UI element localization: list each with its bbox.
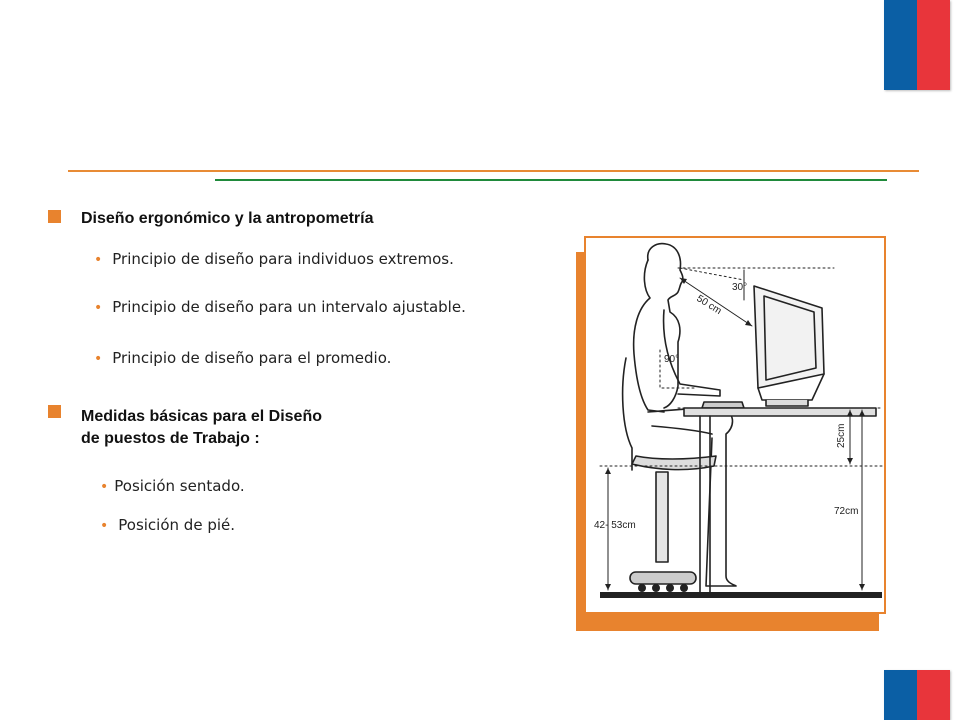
knee-clearance-label: 25cm: [836, 423, 847, 448]
floor-line: [600, 592, 882, 598]
angle-30-label: 30°: [732, 282, 748, 293]
workstation-diagram: [586, 238, 884, 612]
monitor-stand: [766, 400, 808, 406]
flag-red-stripe: [917, 0, 950, 90]
square-bullet-icon: [48, 210, 61, 223]
flag-red-stripe: [917, 670, 950, 720]
seated-person-back: [634, 260, 664, 412]
square-bullet-icon: [48, 405, 61, 418]
seated-person-thigh: [652, 426, 712, 434]
seated-person-body: [648, 244, 683, 408]
chair-wheel: [638, 584, 646, 592]
title-divider-orange: [68, 170, 919, 172]
list-item: • Posición sentado.: [100, 477, 245, 495]
chair-wheel: [680, 584, 688, 592]
heading-line: Medidas básicas para el Diseño: [81, 408, 322, 425]
chair-wheel: [652, 584, 660, 592]
angle-90-label: 90°: [664, 354, 680, 365]
heading-line: de puestos de Trabajo :: [81, 430, 260, 447]
list-item: • Principio de diseño para individuos extremos.: [94, 250, 454, 268]
bullet-dot-icon: •: [100, 479, 109, 495]
list-item: • Posición de pié.: [100, 516, 236, 534]
desk-top: [684, 408, 876, 416]
ergonomic-workstation-figure: [576, 236, 888, 631]
section-heading-basic-measures: [81, 406, 322, 450]
distance-50cm-label: 50 cm: [694, 293, 724, 317]
bullet-dot-icon: •: [100, 518, 109, 534]
title-divider-green: [215, 179, 887, 181]
chair-wheel: [666, 584, 674, 592]
keyboard: [702, 402, 744, 408]
bullet-dot-icon: •: [94, 252, 103, 268]
desk-height-label: 72cm: [834, 506, 859, 517]
flag-blue-stripe: [884, 670, 917, 720]
list-item: • Principio de diseño para el promedio.: [94, 349, 392, 367]
flag-logo-top: [884, 0, 950, 90]
flag-logo-bottom: [884, 670, 950, 720]
bullet-dot-icon: •: [94, 300, 103, 316]
bullet-dot-icon: •: [94, 351, 103, 367]
sight-angle-line: [680, 268, 744, 280]
chair-seat: [632, 456, 716, 470]
chair-base: [630, 572, 696, 584]
flag-blue-stripe: [884, 0, 917, 90]
seated-person-arm: [664, 310, 720, 396]
chair-backrest: [623, 358, 632, 470]
chair-column: [656, 472, 668, 562]
figure-frame: [584, 236, 886, 614]
list-item: • Principio de diseño para un intervalo ajustable.: [94, 298, 466, 316]
section-heading-ergonomic-design: Diseño ergonómico y la antropometría: [81, 210, 374, 227]
seat-height-label: 42- 53cm: [594, 520, 636, 531]
